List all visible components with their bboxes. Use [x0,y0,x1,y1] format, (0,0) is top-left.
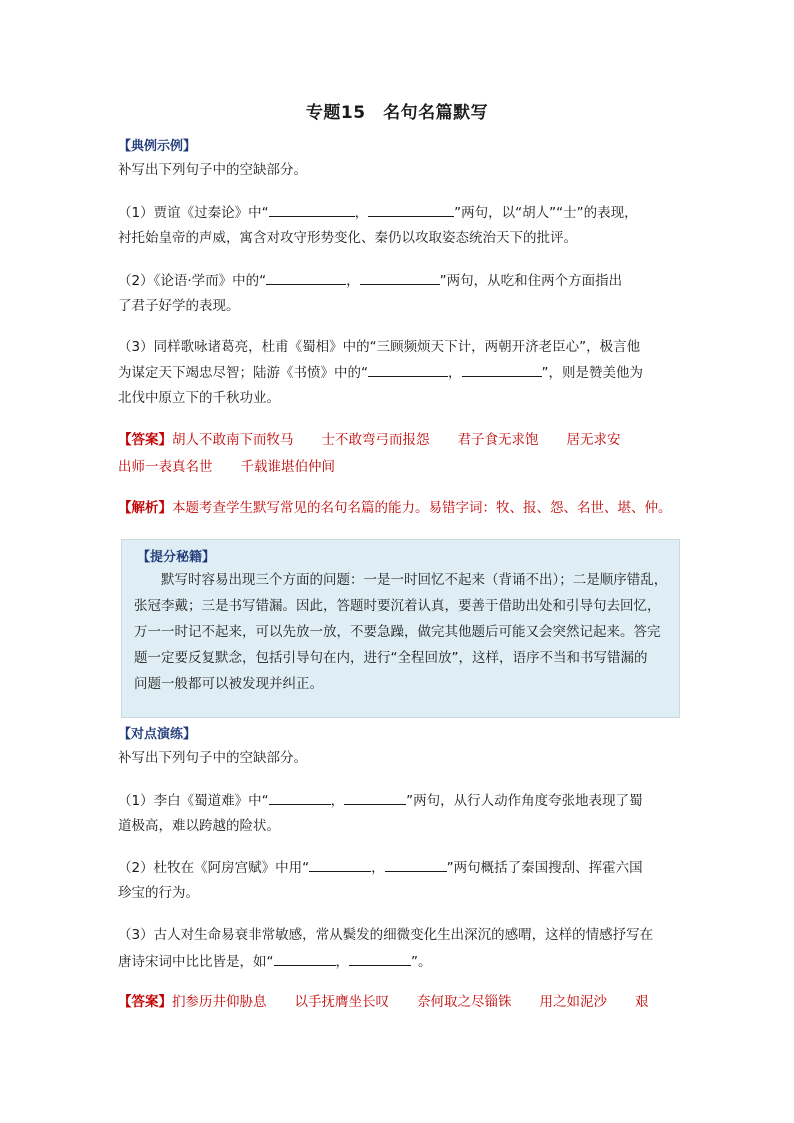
p2-blank-1[interactable] [309,857,371,872]
example-analysis [118,498,672,518]
q2-post: ”两句，从吃和住两个方面指出 [439,273,623,289]
p1-blank-1[interactable] [269,790,331,805]
q2-blank-2[interactable] [360,270,440,285]
q2-blank-1[interactable] [266,270,346,285]
q3-pre: 为谋定天下竭忠尽智；陆游《书愤》中的“ [118,365,368,381]
p1-post: ”两句，从行人动作角度夸张地表现了蜀 [406,793,643,809]
q2-sep: ， [346,273,360,289]
p3-blank-2[interactable] [349,951,411,966]
page-title: 专题15 名句名篇默写 [305,103,489,123]
practice-q1-line2: 道极高，难以跨越的险状。 [118,818,280,834]
example-q3-line1: （3）同样歌咏诸葛亮，杜甫《蜀相》中的“三顾频烦天下计，两朝开济老臣心”，极言他 [118,339,641,355]
example-q2-line1 [118,270,622,291]
practice-q3-line2 [118,951,432,972]
q1-blank-2[interactable] [368,202,454,217]
practice-instruction: 补写出下列句子中的空缺部分。 [118,750,307,766]
q1-pre: 贾谊《过秦论》中“ [153,205,269,221]
q2-number: （2） [118,273,154,289]
q1-blank-1[interactable] [269,202,355,217]
p3-post: ”。 [411,954,432,970]
analysis-text: 本题考查学生默写常见的名句名篇的能力。易错字词：牧、报、怨、名世、堪、仲。 [172,500,672,516]
answer-item: 扪参历井仰胁息 [172,994,267,1010]
q3-post: ”，则是赞美他为 [541,365,643,381]
q1-post: ”两句，以“胡人”“士”的表现， [454,205,638,221]
example-q2-line2: 了君子好学的表现。 [118,298,240,314]
practice-q1-line1 [118,790,643,811]
practice-heading: 【对点演练】 [118,727,197,742]
q3-sep: ， [448,365,462,381]
practice-q3-line1: （3）古人对生命易衰非常敏感，常从鬓发的细微变化生出深沉的感喟，这样的情感抒写在 [118,927,654,943]
p1-pre: （1）李白《蜀道难》中“ [118,793,269,809]
example-answer-line2 [118,457,335,477]
tips-line: 问题一般都可以被发现并纠正。 [134,676,323,692]
answer-item: 奈何取之尽锱铢 [417,994,512,1010]
answer-item: 千载谁堪伯仲间 [240,459,335,475]
q1-sep: ， [354,205,369,221]
p3-sep: ， [335,954,349,970]
answer-item: 胡人不敢南下而牧马 [172,432,294,448]
example-q3-line3: 北伐中原立下的千秋功业。 [118,390,280,406]
p2-sep: ， [371,860,385,876]
example-q1-line2: 衬托始皇帝的声威，寓含对攻守形势变化、秦仍以攻取姿态统治天下的批评。 [118,230,577,246]
tips-line: 张冠李戴；三是书写错漏。因此，答题时要沉着认真，要善于借助出处和引导句去回忆， [134,598,661,614]
answer-item: 用之如泥沙 [539,994,607,1010]
answer-item: 艰 [635,994,649,1010]
example-answer-line1 [118,430,621,450]
practice-q2-line1 [118,857,643,878]
q2-pre: 《论语·学而》中的“ [153,273,267,289]
practice-q2-line2: 珍宝的行为。 [118,885,199,901]
tips-heading: 【提分秘籍】 [137,550,216,565]
example-q1-line1 [118,202,638,223]
example-heading: 【典例示例】 [118,139,197,154]
answer-item: 君子食无求饱 [457,432,539,448]
answer-label: 【答案】 [118,994,172,1010]
tips-box [121,539,680,718]
q3-blank-2[interactable] [462,362,542,377]
q1-number: （1） [118,205,154,221]
answer-label: 【答案】 [118,432,172,448]
tips-line: 题一定要反复默念，包括引导句在内，进行“全程回放”，这样，语序不当和书写错漏的 [134,650,648,666]
example-instruction: 补写出下列句子中的空缺部分。 [118,162,307,178]
analysis-label: 【解析】 [118,500,172,516]
p1-sep: ， [330,793,345,809]
p2-post: ”两句概括了秦国搜刮、挥霍六国 [446,860,643,876]
tips-line: 默写时容易出现三个方面的问题：一是一时回忆不起来（背诵不出）；二是顺序错乱， [134,572,668,588]
p3-blank-1[interactable] [274,951,336,966]
example-q3-line2 [118,362,643,383]
p2-pre: （2）杜牧在《阿房宫赋》中用“ [118,860,310,876]
q3-blank-1[interactable] [368,362,448,377]
answer-item: 出师一表真名世 [118,459,213,475]
answer-item: 士不敢弯弓而报怨 [321,432,430,448]
p2-blank-2[interactable] [385,857,447,872]
p1-blank-2[interactable] [344,790,406,805]
p3-pre: 唐诗宋词中比比皆是，如“ [118,954,274,970]
practice-answer [118,992,649,1012]
answer-item: 居无求安 [566,432,621,448]
tips-line: 万一一时记不起来，可以先放一放，不要急躁，做完其他题后可能又会突然记起来。答完 [134,624,661,640]
answer-item: 以手抚膺坐长叹 [294,994,389,1010]
